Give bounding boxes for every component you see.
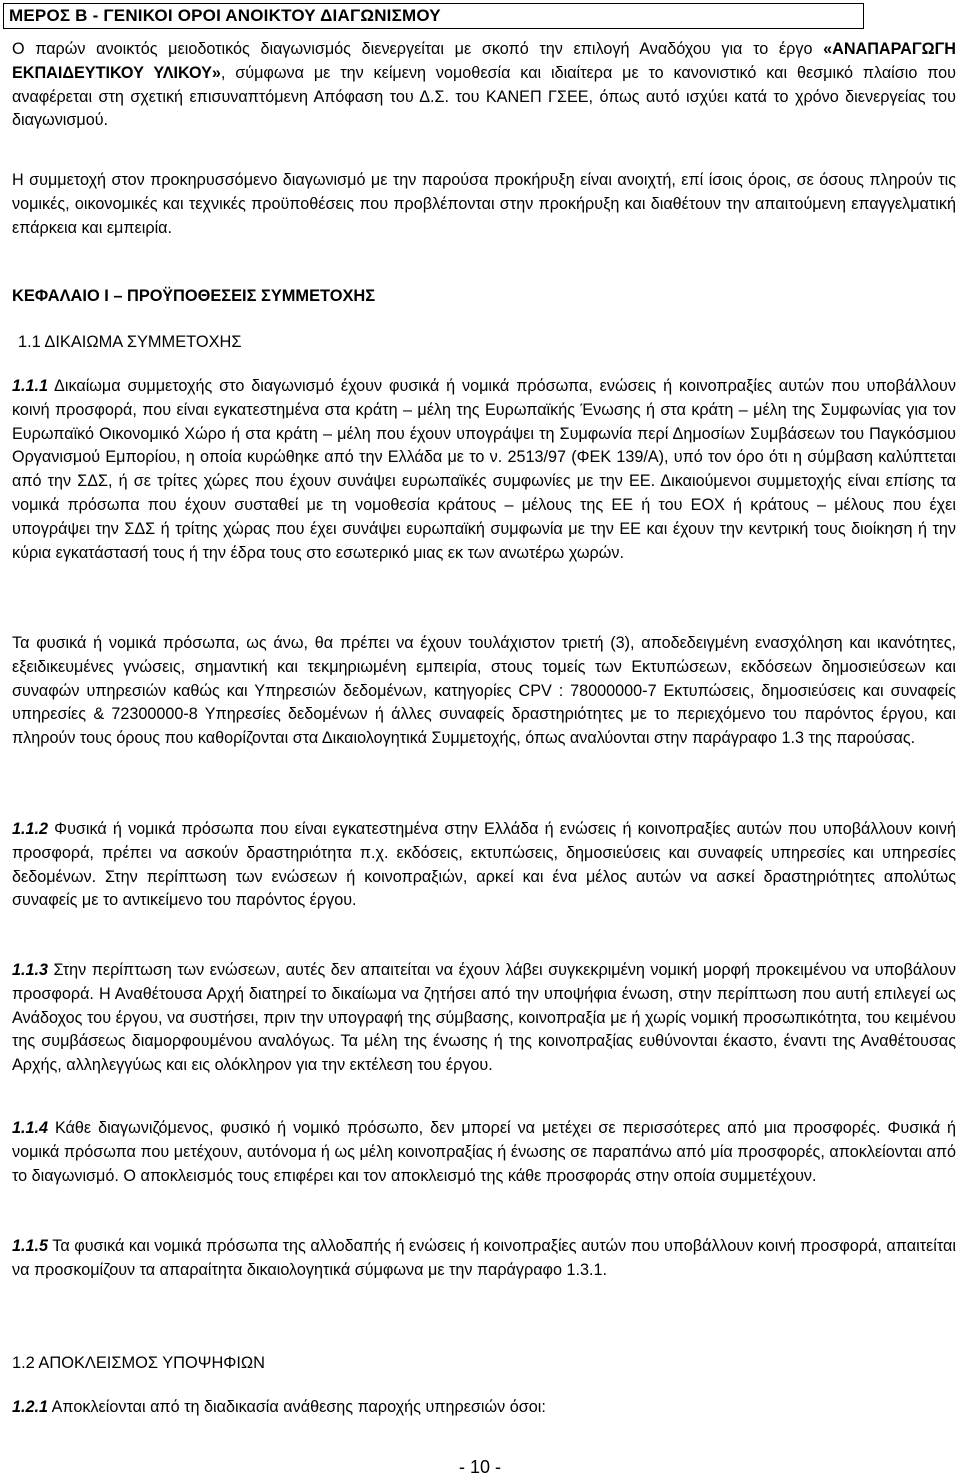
intro-paragraph-2: Η συμμετοχή στον προκηρυσσόμενο διαγωνισμό με την παρούσα προκήρυξη είναι ανοιχτή, επί ίσοις όροις, σε όσους πληρούν τις νομικές, οικονομικές και τεχνικές προϋποθέσεις που προβλέπονται στην προκήρυξη και διαθέτουν την απαιτούμενη επαγγελματική επάρκεια και εμπειρία. — [12, 171, 956, 237]
paragraph-1-1-4 — [12, 1117, 956, 1188]
paragraph-text: Δικαίωμα συμμετοχής στο διαγωνισμό έχουν φυσικά ή νομικά πρόσωπα, ενώσεις ή κοινοπραξίες αυτών που υποβάλλουν κοινή προσφορά, που είναι εγκατεστημένα στα κράτη – μέλη της Ευρωπαϊκής Ένωσης ή στα κράτη – μέλη της Συμφωνίας για τον Ευρωπαϊκό Οικονομικό Χώρο ή στα κράτη – μέλη που έχουν υπογράψει τη Συμφωνία περί Δημοσίων Συμβάσεων του Παγκόσμιου Οργανισμού Εμπορίου, η οποία κυρώθηκε από την Ελλάδα με το ν. 2513/97 (ΦΕΚ 139/Α), υπό τον όρο ότι η σύμβαση καλύπτεται από την ΣΔΣ, ή σε τρίτες χώρες που έχουν συνάψει ευρωπαϊκές συμφωνίες με την ΕΕ. Δικαιούμενοι συμμετοχής είναι επίσης τα νομικά πρόσωπα που έχουν συσταθεί με τη νομοθεσία κράτους – μέλους της ΕΕ ή του ΕΟΧ ή κράτους – μέλους που έχει υπογράψει την ΣΔΣ ή τρίτης χώρας που έχει συνάψει ευρωπαϊκή συμφωνία με την ΕΕ και έχουν την κεντρική τους διοίκηση ή την κύρια εγκατάστασή τους ή την έδρα τους στο εσωτερικό μιας εκ των ανωτέρω χωρών. — [12, 377, 956, 562]
paragraph-1-1-1 — [12, 375, 956, 565]
paragraph-number: 1.1.5 — [12, 1237, 49, 1255]
paragraph-number: 1.1.1 — [12, 377, 49, 395]
chapter-1-title: ΚΕΦΑΛΑΙΟ Ι – ΠΡΟΫΠΟΘΕΣΕΙΣ ΣΥΜΜΕΤΟΧΗΣ — [12, 287, 376, 305]
intro-p1-text-end: , σύμφωνα με την κείμενη νομοθεσία και ιδιαίτερα με το κανονιστικό και θεσμικό πλαίσιο που αναφέρεται στη σχετική επισυναπτόμενη Απόφαση του Δ.Σ. του ΚΑΝΕΠ ΓΣΕΕ, όπως αυτό ισχύει κατά το χρόνο διενεργείας του διαγωνισμού. — [12, 63, 956, 130]
paragraph-number: 1.1.4 — [12, 1119, 49, 1137]
intro-p1-text-start: Ο παρών ανοικτός μειοδοτικός διαγωνισμός διενεργείται με σκοπό την επιλογή Αναδόχου για το έργο — [12, 40, 824, 58]
paragraph-number: 1.1.2 — [12, 820, 49, 838]
paragraph-1-1-3 — [12, 959, 956, 1078]
paragraph-1-2-1 — [12, 1396, 956, 1420]
paragraph-number: 1.2.1 — [12, 1398, 49, 1416]
paragraph-text: Τα φυσικά και νομικά πρόσωπα της αλλοδαπής ή ενώσεις ή κοινοπραξίες αυτών που υποβάλλουν κοινή προσφορά, απαιτείται να προσκομίζουν τα απαραίτητα δικαιολογητικά σύμφωνα με την παράγραφο 1.3.1. — [12, 1237, 956, 1279]
project-title: «ΑΝΑΠΑΡΑΓΩΓΗ ΕΚΠΑΙΔΕΥΤΙΚΟΥ ΥΛΙΚΟΥ» — [12, 40, 956, 82]
paragraph-1-1-5 — [12, 1235, 956, 1283]
paragraph-number: 1.1.3 — [12, 961, 49, 979]
paragraph-text: Αποκλείονται από τη διαδικασία ανάθεσης παροχής υπηρεσιών όσοι: — [48, 1398, 546, 1416]
intro-paragraph-1 — [12, 38, 956, 133]
section-1-1-title: 1.1 ΔΙΚΑΙΩΜΑ ΣΥΜΜΕΤΟΧΗΣ — [18, 333, 242, 351]
section-1-2-title: 1.2 ΑΠΟΚΛΕΙΣΜΟΣ ΥΠΟΨΗΦΙΩΝ — [12, 1354, 266, 1372]
paragraph-text: Φυσικά ή νομικά πρόσωπα που είναι εγκατεστημένα στην Ελλάδα ή ενώσεις ή κοινοπραξίες αυτών που υποβάλλουν κοινή προσφορά, πρέπει να ασκούν δραστηριότητα π.χ. εκδόσεις, εκτυπώσεις, δημοσιεύσεις και συναφείς υπηρεσίες και υπηρεσίες δεδομένων. Στην περίπτωση των ενώσεων ή κοινοπραξιών, αρκεί και ένα μέλος αυτών να ασκεί δραστηριότητες απολύτως συναφείς με το αντικείμενο του παρόντος έργου. — [12, 820, 956, 910]
part-b-header: ΜΕΡΟΣ Β - ΓΕΝΙΚΟΙ ΟΡΟΙ ΑΝΟΙΚΤΟΥ ΔΙΑΓΩΝΙΣΜΟΥ — [3, 3, 864, 29]
paragraph-1-1-2 — [12, 818, 956, 913]
paragraph-text: Στην περίπτωση των ενώσεων, αυτές δεν απαιτείται να έχουν λάβει συγκεκριμένη νομική μορφή προκειμένου να υποβάλουν προσφορά. Η Αναθέτουσα Αρχή διατηρεί το δικαίωμα να ζητήσει από την υποψήφια ένωση, στην περίπτωση που αυτή επιλεγεί ως Ανάδοχος του έργου, να συστήσει, πριν την υπογραφή της σύμβασης, κοινοπραξία με ή χωρίς νομική προσωπικότητα, του κειμένου της συμβάσεως διαμορφουμένου αναλόγως. Τα μέλη της ένωσης ή της κοινοπραξίας ευθύνονται έκαστο, έναντι της Αναθέτουσας Αρχής, αλληλεγγύως και εις ολόκληρον για την εκτέλεση του έργου. — [12, 961, 956, 1075]
page-number: - 10 - — [458, 1457, 501, 1477]
paragraph-text: Κάθε διαγωνιζόμενος, φυσικό ή νομικό πρόσωπο, δεν μπορεί να μετέχει σε περισσότερες από μια προσφορές. Φυσικά ή νομικά πρόσωπα που μετέχουν, αυτόνομα ή ως μέλη κοινοπραξίας ή ένωσης σε παραπάνω από μία προσφορές, αποκλείονται από το διαγωνισμό. Ο αποκλεισμός τους επιφέρει και τον αποκλεισμό της κάθε προσφοράς στην οποία συμμετέχουν. — [12, 1119, 956, 1185]
paragraph-1-1-1-b: Τα φυσικά ή νομικά πρόσωπα, ως άνω, θα πρέπει να έχουν τουλάχιστον τριετή (3), αποδεδειγμένη ενασχόληση και ικανότητες, εξειδικευμένες γνώσεις, σημαντική και τεκμηριωμένη εμπειρία, στους τομείς των Εκτυπώσεων, εκδόσεων δημοσιεύσεων και συναφών υπηρεσιών καθώς και Υπηρεσιών δεδομένων, κατηγορίες CPV : 78000000-7 Εκτυπώσεις, δημοσιεύσεις και συναφείς υπηρεσίες & 72300000-8 Υπηρεσίες δεδομένων ή άλλες συναφείς δραστηριότητες με το περιεχόμενο του παρόντος έργου, και πληρούν τους όρους που καθορίζονται στα Δικαιολογητικά Συμμετοχής, όπως αναλύονται στην παράγραφο 1.3 της παρούσας. — [12, 634, 956, 748]
